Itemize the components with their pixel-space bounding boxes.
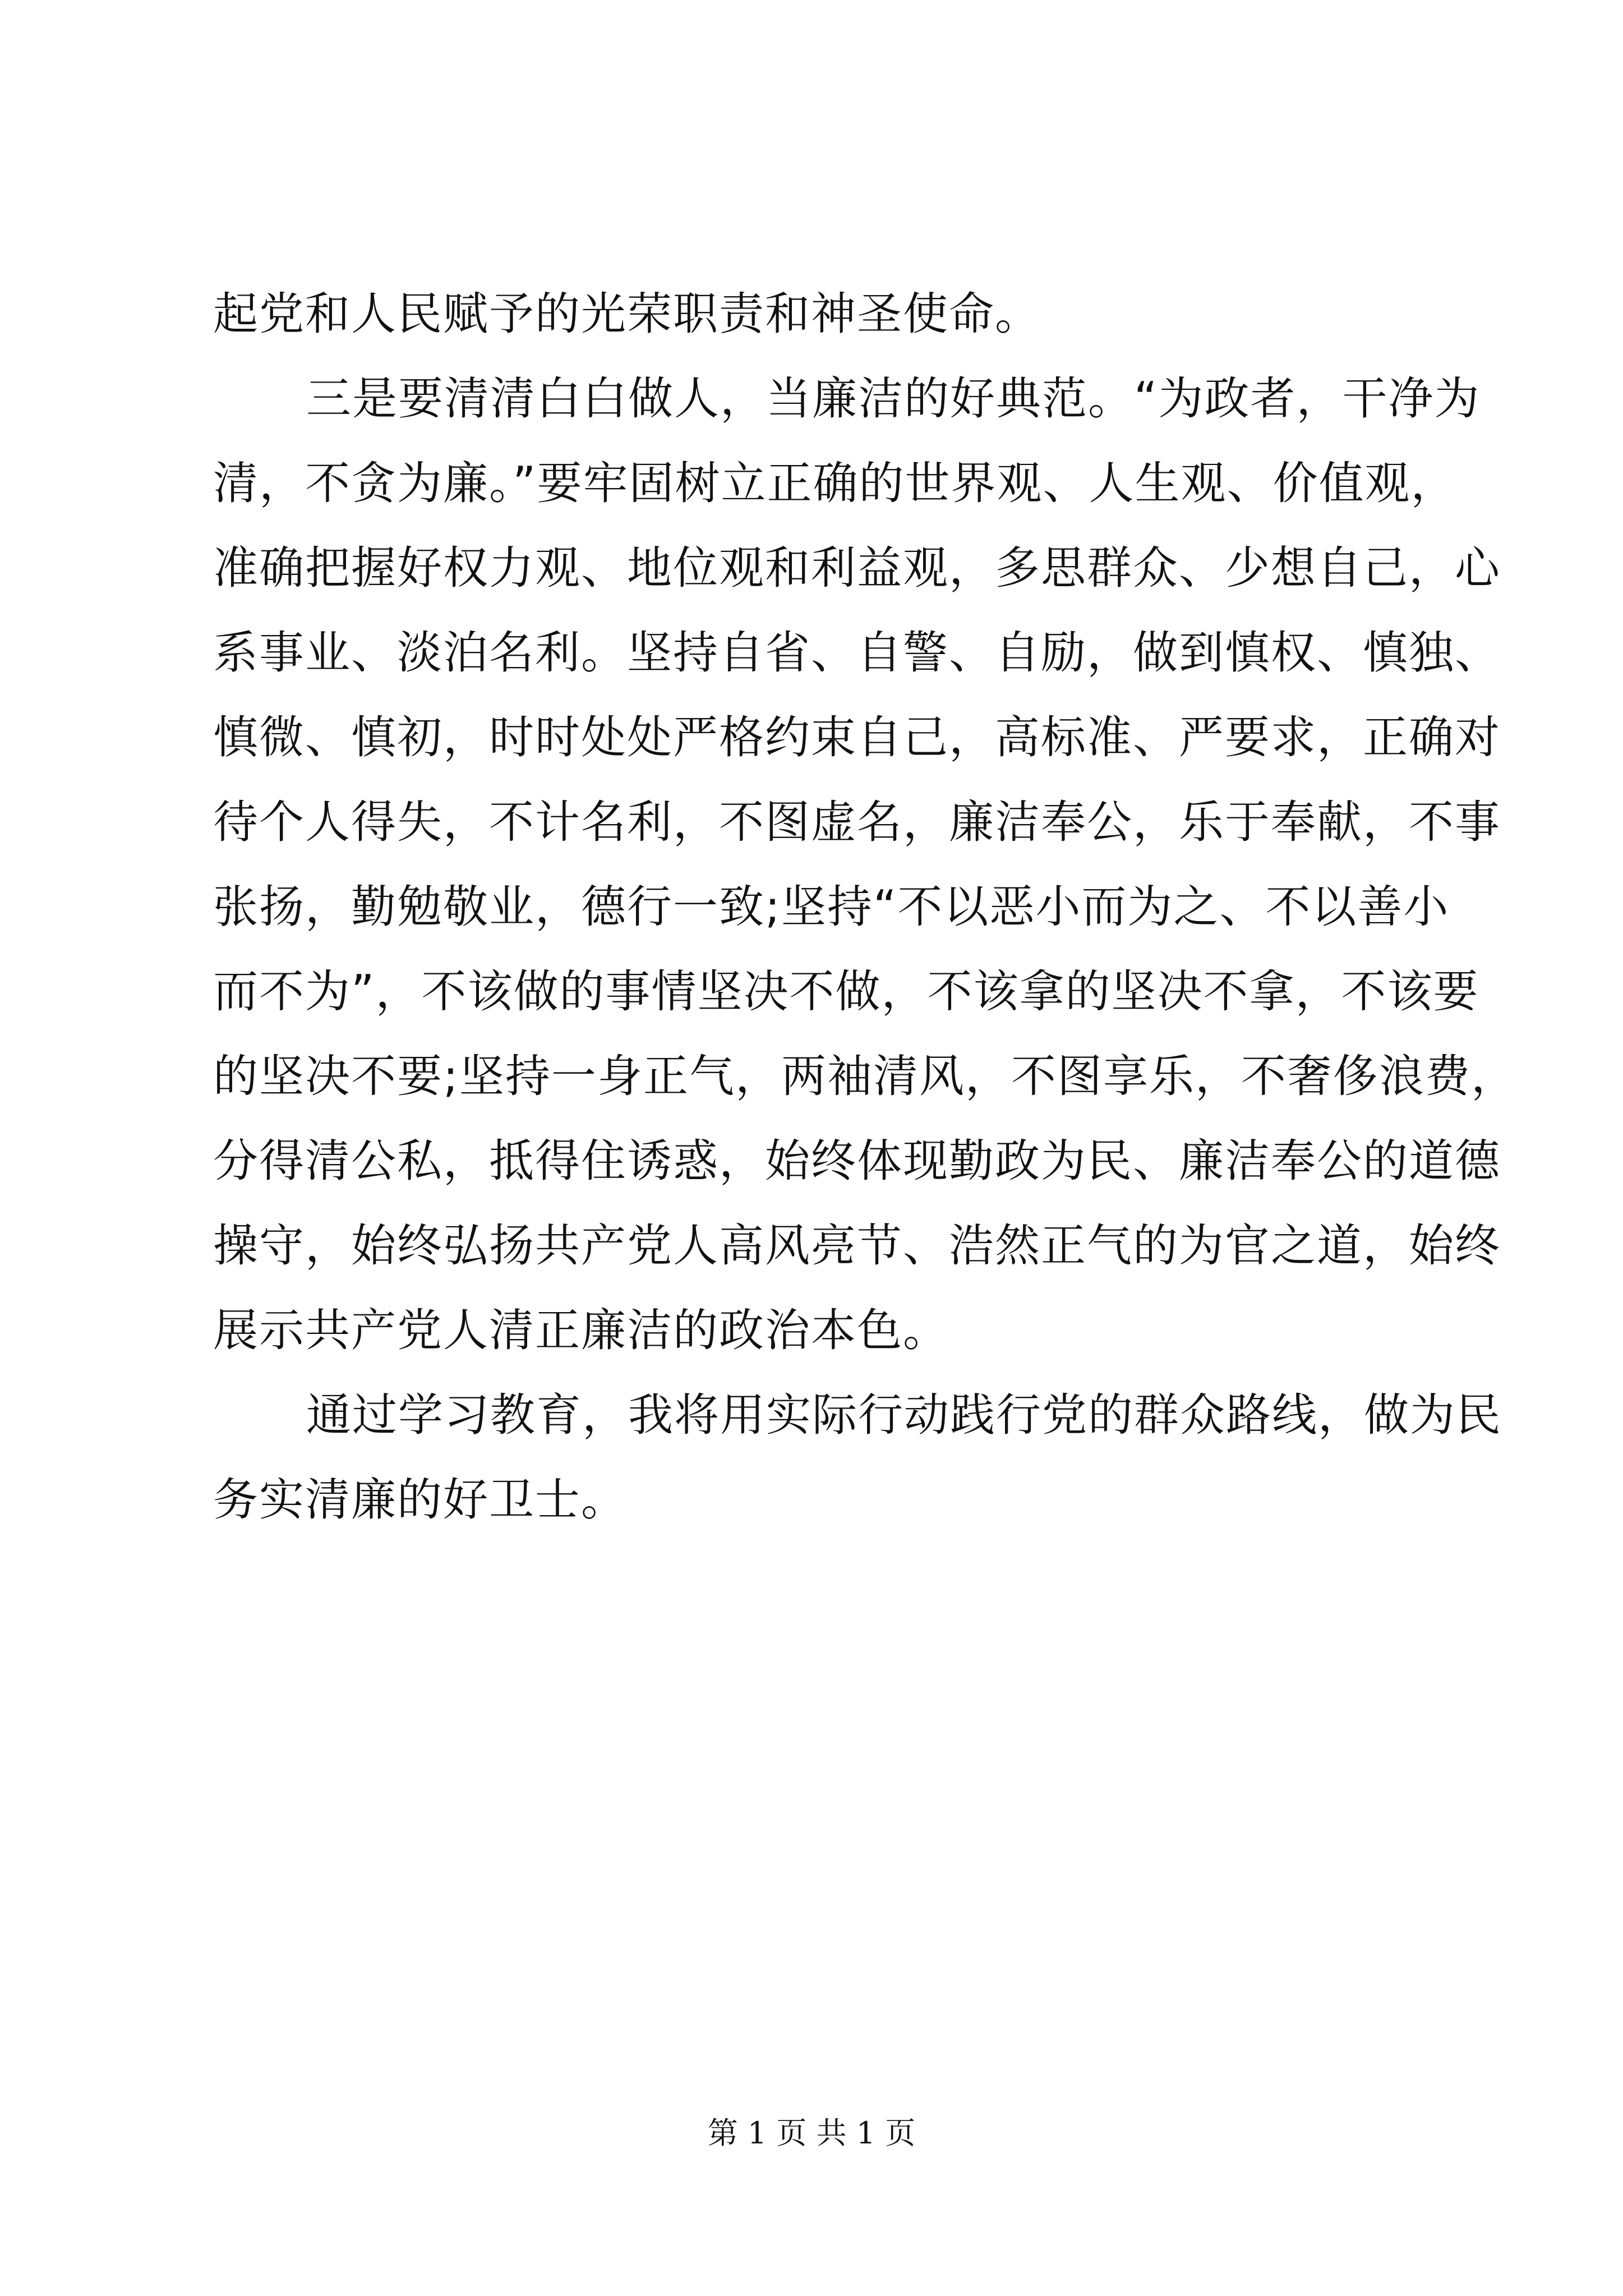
paragraph-line: 分得清公私，抵得住诱惑，始终体现勤政为民、廉洁奉公的道德	[213, 1135, 1501, 1187]
paragraph-line: 的坚决不要;坚持一身正气，两袖清风，不图享乐，不奢侈浪费，	[213, 1050, 1517, 1102]
paragraph-line: 而不为”，不该做的事情坚决不做，不该拿的坚决不拿，不该要	[213, 965, 1479, 1018]
paragraph-line: 张扬，勤勉敬业，德行一致;坚持“不以恶小而为之、不以善小	[213, 881, 1450, 933]
page-number-footer: 第 1 页 共 1 页	[707, 2115, 916, 2151]
body-text	[213, 272, 1517, 1542]
paragraph-line: 清，不贪为廉。”要牢固树立正确的世界观、人生观、价值观，	[213, 457, 1457, 509]
paragraph-line: 系事业、淡泊名利。坚持自省、自警、自励，做到慎权、慎独、	[213, 627, 1501, 679]
paragraph-line: 准确把握好权力观、地位观和利益观，多思群众、少想自己，心	[213, 542, 1501, 594]
paragraph-line: 待个人得失，不计名利，不图虚名，廉洁奉公，乐于奉献，不事	[213, 796, 1501, 848]
paragraph-line: 操守，始终弘扬共产党人高风亮节、浩然正气的为官之道，始终	[213, 1220, 1501, 1272]
paragraph-line: 起党和人民赋予的光荣职责和神圣使命。	[213, 288, 1041, 340]
paragraph-line: 通过学习教育，我将用实际行动践行党的群众路线，做为民	[306, 1389, 1502, 1441]
paragraph-line: 展示共产党人清正廉洁的政治本色。	[213, 1304, 949, 1356]
paragraph-line: 慎微、慎初，时时处处严格约束自己，高标准、严要求，正确对	[213, 711, 1501, 763]
paragraph-line: 务实清廉的好卫士。	[213, 1474, 627, 1526]
paragraph-line: 三是要清清白白做人，当廉洁的好典范。“为政者，干净为	[306, 372, 1481, 425]
